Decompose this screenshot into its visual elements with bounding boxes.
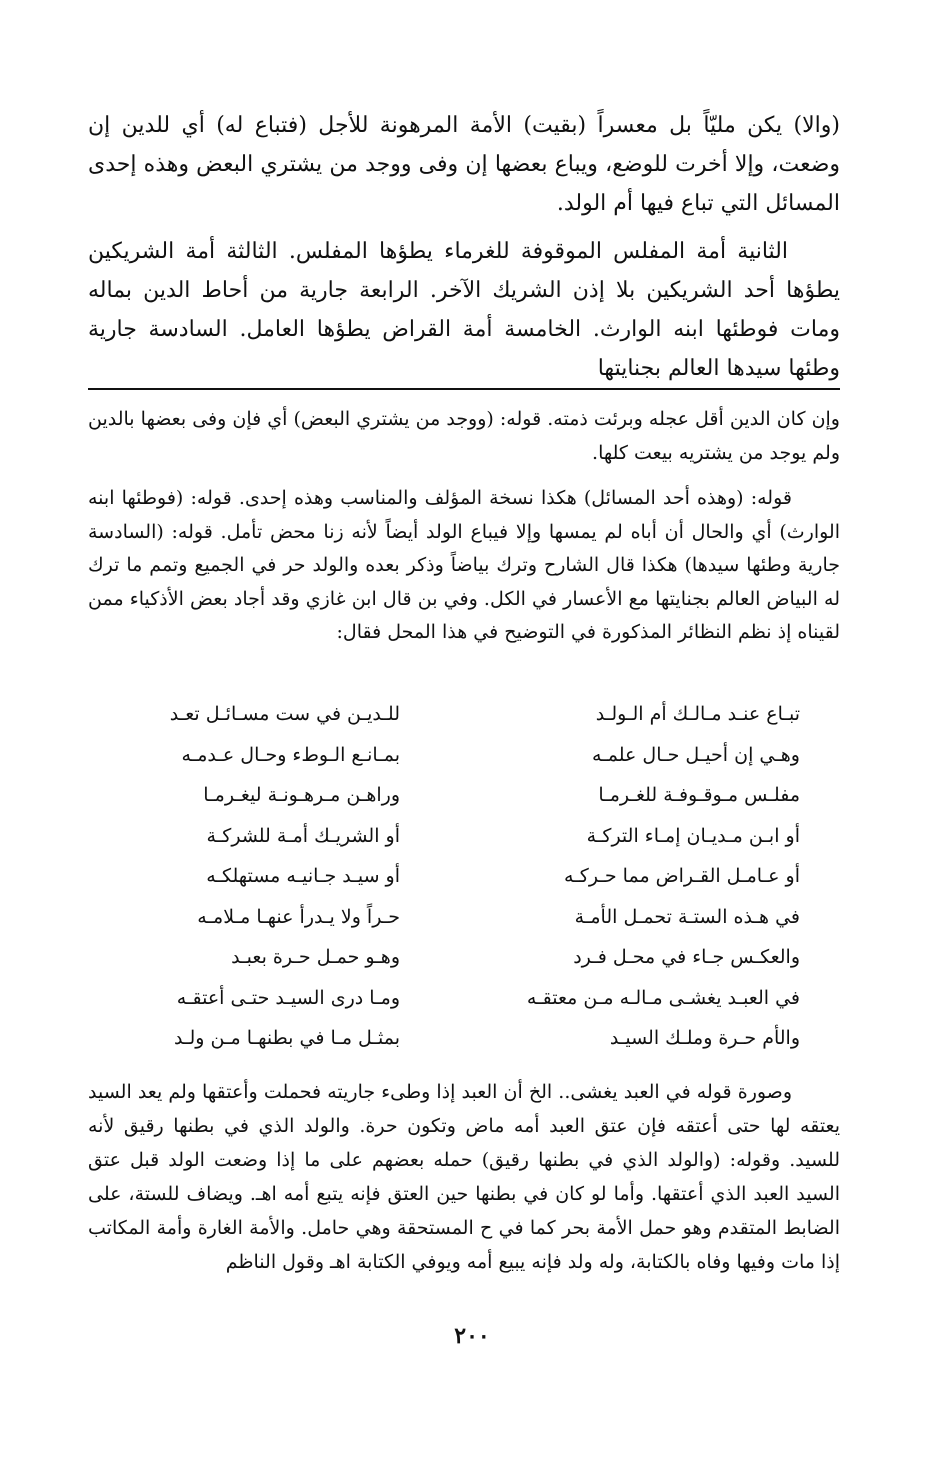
poem-hemistich-first: تبـاع عنـد مـالـك أم الـولـد [595,703,800,725]
poem-hemistich-second: أو الشريـك أمـة للشركـة [206,824,400,847]
poem-hemistich-first: أو عـامـل القـراض مما حـركـه [564,865,800,887]
poem-hemistich-second: حـراً ولا يـدرأ عنهـا مـلامـه [197,905,400,928]
poem-hemistich-first: في العبـد يغشـى مـالـه مـن معتقـه [526,986,800,1009]
poem-hemistich-second: ومـا درى السيـد حتـى أعتقـه [176,986,400,1009]
poem-hemistich-second: بمثـل مـا في بطنهـا مـن ولـد [173,1027,400,1049]
poem-hemistich-first: في هـذه الستـة تحمـل الأمـة [574,905,800,928]
poem-hemistich-second: أو سيـد جـانيـه مستهلكـه [206,865,400,887]
footnote-paragraph-1: وإن كان الدين أقل عجله وبرئت ذمته. قوله: (ووجد من يشتري البعض) أي فإن وفى بعضها بالدين ولم يوجد من يشتريه بيعت كلها. [88,408,840,464]
poem-verse [100,816,800,857]
poem-verse [100,694,800,735]
footnotes [88,403,840,662]
footnote-tail [88,1075,840,1279]
main-paragraph-1: (والا) يكن مليّاً بل معسراً (بقيت) الأمة المرهونة للأجل (فتباع له) أي للدين إن وضعت، وإلا أخرت للوضع، ويباع بعضها إن وفى ووجد من يشتري البعض وهذه إحدى المسائل التي تباع فيها أم الولد. [88,113,840,216]
main-text [88,106,840,397]
poem-hemistich-first: أو ابـن مـديـان إمـاء التركـة [586,824,800,847]
main-paragraph-2: الثانية أمة المفلس الموقوفة للغرماء يطؤها المفلس. الثالثة أمة الشريكين يطؤها أحد الشريكين بلا إذن الشريك الآخر. الرابعة جارية من أحاط الدين بماله ومات فوطئها ابنه الوارث. الخامسة أمة القراض يطؤها العامل. السادسة جارية وطئها سيدها العالم بجنايتها [88,239,840,381]
footnote-divider [88,388,840,390]
poem-verse [100,1018,800,1059]
poem-hemistich-first: وهـي إن أحيـل حـال علمـه [592,743,800,766]
poem-hemistich-second: وهـو حمـل حـرة بعبـد [231,946,400,968]
poem-verse [100,978,800,1019]
poem-hemistich-first: مفلـس مـوقـوفـة للغـرمـا [598,784,800,806]
poem-hemistich-second: بمـانـع الـوطء وحـال عـدمـه [181,743,400,766]
page-number: ٢٠٠ [454,1323,490,1349]
poem-hemistich-second: وراهـن مـرهـونـة ليغـرمـا [203,784,400,806]
footnote-paragraph-3: وصورة قوله في العبد يغشى.. الخ أن العبد إذا وطىء جاريته فحملت وأعتقها ولم يعد السيد يعتقه لها حتى أعتقه فإن عتق العبد أمه ماض وتكون حرة. والولد الذي في بطنها رقيق لأنه للسيد. وقوله: (والولد الذي في بطنها رقيق) حمله بعضهم على ما إذا وضعت الولد قبل عتق السيد العبد الذي أعتقها. وأما لو كان في بطنها حين العتق فإنه يتبع أمه اهـ. ويضاف للستة، على الضابط المتقدم وهو حمل الأمة بحر كما في ح المستحقة وهي حامل. والأمة الغارة وأمة المكاتب إذا مات وفيها وفاه بالكتابة، وله ولد فإنه يبيع أمه ويوفي الكتابة اهـ وقول الناظم [88,1081,840,1273]
poem [100,694,800,1059]
poem-verse [100,856,800,897]
poem-verse [100,937,800,978]
poem-hemistich-first: والعكـس جـاء في محـل فـرد [573,946,800,968]
poem-verse [100,897,800,938]
poem-hemistich-second: للـديـن في ست مسـائـل تعـد [169,703,400,725]
poem-verse [100,735,800,776]
footnote-paragraph-2: قوله: (وهذه أحد المسائل) هكذا نسخة المؤلف والمناسب وهذه إحدى. قوله: (فوطئها ابنه الوارث) أي والحال أن أباه لم يمسها وإلا فيباع الولد أيضاً لأنه زنا محض تأمل. قوله: (السادسة جارية وطئها سيدها) هكذا قال الشارح وترك بياضاً وذكر بعده والولد حر في الجميع وتمم ما ترك له البياض العالم بجنايتها مع الأعسار في الكل. وفي بن قال ابن غازي وقد أجاد بعض الأذكياء ممن لقيناه إذ نظم النظائر المذكورة في التوضيح في هذا المحل فقال: [88,487,840,643]
poem-hemistich-first: والأم حـرة وملـك السيـد [609,1027,800,1049]
poem-verse [100,775,800,816]
